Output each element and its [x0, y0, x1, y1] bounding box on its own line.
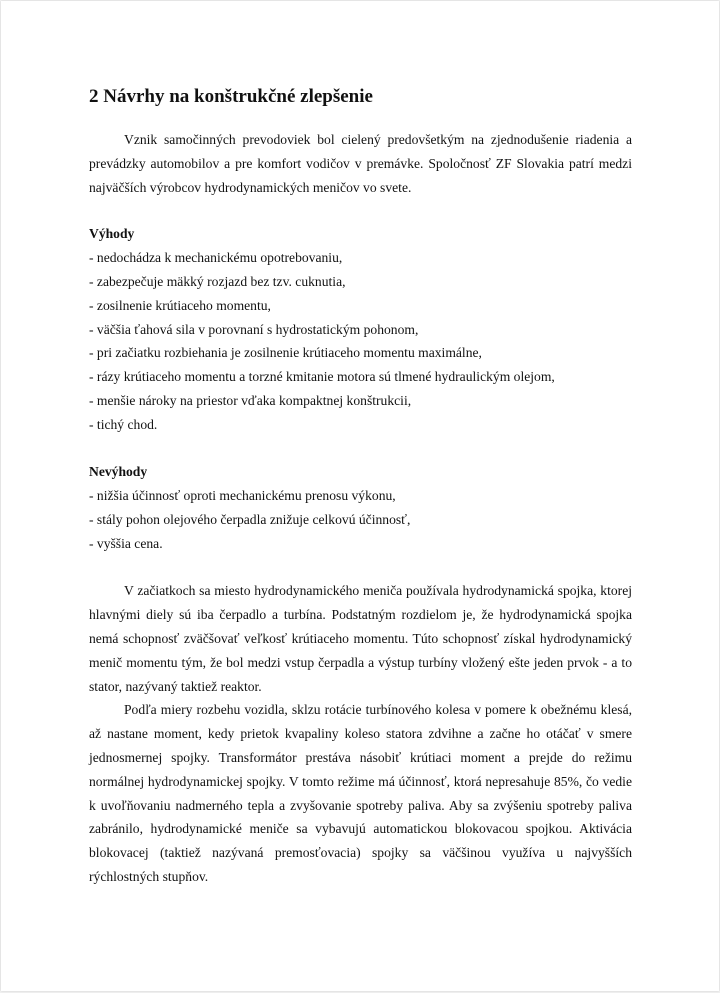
advantages-heading: Výhody: [89, 226, 135, 242]
list-item: - nedochádza k mechanickému opotrebovaniu,: [89, 250, 343, 266]
list-item: - stály pohon olejového čerpadla znižuje celkovú účinnosť,: [89, 511, 411, 527]
chapter-title: 2 Návrhy na konštrukčné zlepšenie: [89, 86, 373, 107]
disadvantages-heading: Nevýhody: [89, 464, 148, 480]
list-item: - zosilnenie krútiaceho momentu,: [89, 297, 271, 313]
spacer: [89, 556, 632, 580]
list-item: - zabezpečuje mäkký rozjazd bez tzv. cuknutia,: [89, 273, 346, 289]
list-item: - pri začiatku rozbiehania je zosilnenie krútiaceho momentu maximálne,: [89, 345, 482, 361]
disadvantages-list: [89, 484, 632, 555]
body-paragraph: V začiatkoch sa miesto hydrodynamického meniča používala hydrodynamická spojka, ktorej hlavnými diely sú iba čerpadlo a turbína. Podstatným rozdielom je, že hydrodynamická spojka nemá schopnosť zväčšovať veľkosť krútiaceho momentu. Túto schopnosť získal hydrodynamický menič momentu tým, že bol medzi vstup čerpadla a výstup turbíny vložený ešte jeden prvok - a to stator, nazývaný taktiež reaktor.: [89, 583, 632, 694]
list-item: - väčšia ťahová sila v porovnaní s hydrostatickým pohonom,: [89, 321, 419, 337]
document-page: [1, 1, 719, 991]
list-item: - nižšia účinnosť oproti mechanickému prenosu výkonu,: [89, 488, 396, 504]
body-paragraph: Podľa miery rozbehu vozidla, sklzu rotácie turbínového kolesa v pomere k obežnému klesá, až nastane moment, kedy prietok kvapaliny koleso statora zdvihne a začne ho otáčať v smere jednosmernej spojky. Transformátor prestáva násobiť krútiaci moment a prejde do režimu normálnej hydrodynamickej spojky. V tomto režime má účinnosť, ktorá nepresahuje 85%, čo vedie k uvoľňovaniu nadmerného tepla a zvyšovanie spotreby paliva. Aby sa zvýšeniu spotreby paliva zabránilo, hydrodynamické meniče sa vybavujú automatickou blokovacou spojkou. Aktivácia blokovacej (taktiež nazývaná premosťovacia) spojky sa väčšinou využíva u najvyšších rýchlostných stupňov.: [89, 702, 632, 884]
spacer: [89, 437, 632, 461]
list-item: - vyššia cena.: [89, 535, 163, 551]
list-item: - menšie nároky na priestor vďaka kompaktnej konštrukcii,: [89, 392, 412, 408]
intro-paragraph: Vznik samočinných prevodoviek bol cielený predovšetkým na zjednodušenie riadenia a prevádzky automobilov a pre komfort vodičov v premávke. Spoločnosť ZF Slovakia patrí medzi najväčších výrobcov hydrodynamických meničov vo svete.: [89, 132, 632, 195]
advantages-list: [89, 246, 632, 436]
page-content: [89, 85, 632, 889]
list-item: - tichý chod.: [89, 416, 158, 432]
list-item: - rázy krútiaceho momentu a torzné kmitanie motora sú tlmené hydraulickým olejom,: [89, 369, 555, 385]
